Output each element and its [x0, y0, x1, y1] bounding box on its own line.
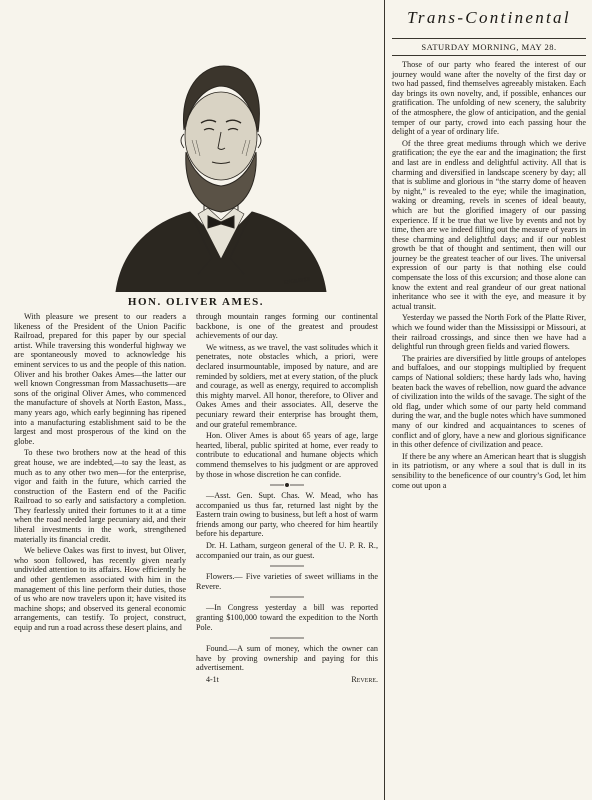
- editorial-text: [392, 60, 586, 490]
- masthead: Trans-Continental: [407, 8, 571, 27]
- left-column-b: [196, 312, 378, 686]
- paragraph: —Asst. Gen. Supt. Chas. W. Mead, who has accompanied us thus far, returned last night by the Eastern train owing to business, but left a host of warm friends among our party, who cheered for him heartily before his departure.: [196, 491, 378, 539]
- paragraph: Hon. Oliver Ames is about 65 years of age, large hearted, liberal, public spirited at home, ever ready to contribute to educational and humane objects which commend themselves to his judgment or are approved by those in whose discretion he can confide.: [196, 431, 378, 479]
- paragraph: Yesterday we passed the North Fork of the Platte River, which we found wider than the Mississippi or Missouri, at their railroad crossings, and since then we have had a delightful run through green fields and varied flowers.: [392, 313, 586, 352]
- right-column: [392, 0, 586, 800]
- ornament-divider: [270, 482, 304, 488]
- left-column-a: [14, 312, 186, 635]
- engraver-signature: ENGRAVER: [283, 277, 311, 286]
- column-rule: [384, 0, 385, 800]
- dateline: SATURDAY MORNING, MAY 28.: [392, 38, 586, 56]
- portrait-caption: HON. OLIVER AMES.: [127, 296, 265, 308]
- ornament-divider: [270, 635, 304, 641]
- left-section: [14, 0, 378, 800]
- paragraph: To these two brothers now at the head of this great house, we are indebted,—to say the least, as much as to any other two men—for the enterprise, vigor and faith in the future, which carried the construction of the Eastern end of the Pacific Railroad to so early and satisfactory a completion. They fearlessly united their fortunes to it at a time when the road needed large pecuniary aid, and their liberal investments in the work, strengthened materially its financial credit.: [14, 448, 186, 544]
- advert-signature: Revere.: [351, 675, 378, 684]
- advert-tag: 4-1t: [206, 675, 219, 684]
- paragraph: With pleasure we present to our readers a likeness of the President of the Union Pacific Railroad, prepared for this paper by our special artist. While traversing this wonderful highway we are spontaneously moved to acknowledge his eminent services to us and the people of this nation. Oliver and his brother Oakes Ames—the latter our well known Congressman from Massachusetts—are sons of the original Oliver Ames, who commenced the manufacture of shovels at North Easton, Mass., many years ago, which early beginning has ripened into a manufacturing establishment said to be the largest and most prosperous of the kind on the globe.: [14, 312, 186, 446]
- paragraph: Of the three great mediums through which we derive gratification; the eye the ear and the imagination; the first and last are in endless and delightful activity. All that is charming and diversified in landscape scenery by day; all that is sublime and glorious in “the starry dome of heaven by night,” is revealed to the eye; while the imagination, waking or dreaming, revels in scenes of ideal beauty, which are but the glorified imagery of our passing experience. If it be true that we live by events and not by time, then are we indeed filling out the measure of years in these charming and delightful days; and if our noblest growth be that of thought and sentiment, then will our journey be the greatest teacher of our lives. The universal expression of our party is that nothing else could compensate the loss of this excursion; and those alone can know the extent and real grandeur of our great national inheritance who see it with the eye, and measure it by actual transit.: [392, 138, 586, 311]
- paragraph: Dr. H. Latham, surgeon general of the U. P. R. R., accompanied our train, as our guest.: [196, 541, 378, 560]
- portrait-engraving: [112, 44, 330, 292]
- paragraph: If there be any where an American heart that is sluggish in its patriotism, or any where a soul that is dull in its sensibility to the beneficence of our country’s God, let him come out upon a: [392, 451, 586, 490]
- ornament-divider: [270, 594, 304, 600]
- paragraph: through mountain ranges forming our continental backbone, is one of the greatest and proudest achievements of our day.: [196, 312, 378, 341]
- paragraph: We witness, as we travel, the vast solitudes which it penetrates, note obstacles which, a priori, were declared insurmountable, imposed by nature, and are reminded by soldiers, met at every station, of the pluck and courage, as well as energy, required to accomplish this mighty marvel. All honor, therefore, to Oliver and Oakes Ames and their associates. All, deserve the pecuniary reward their enterprise has brought them, and our grateful remembrance.: [196, 342, 378, 429]
- paragraph: Found.—A sum of money, which the owner can have by proving ownership and paying for this advertisement.: [196, 644, 378, 673]
- paragraph: Those of our party who feared the interest of our journey would wane after the novelty of the first day or two had passed, find themselves agreeably mistaken. Each day brings its own novelty, and, if possible, enhances our gratification. The unfolding of new scenery, the salubrity of the atmosphere, the glow of anticipation, and the genial temper of our party, crowd into each passing hour the delight of a year of ordinary life.: [392, 60, 586, 137]
- advert-footer: [196, 675, 378, 685]
- paragraph: Flowers.— Five varieties of sweet williams in the Revere.: [196, 572, 378, 591]
- ornament-divider: [270, 563, 304, 569]
- paragraph: —In Congress yesterday a bill was reported granting $100,000 toward the expedition to the North Pole.: [196, 603, 378, 632]
- paragraph: The prairies are diversified by little groups of antelopes and buffaloes, and our stoppings multiplied by frequent camps of National soldiers; these hardy lads who, having beaten back the waves of rebellion, now guard the advance of civilization into the wilds of the savage. The sight of the old flag, under which some of our party held command during the war, and the bugle notes which have summoned many of our kindred and acquaintances to scenes of conflict and of glory, have a new and glorious significance in this other defence of civilization and peace.: [392, 353, 586, 450]
- paragraph: We believe Oakes was first to invest, but Oliver, who soon followed, has recently given nearly undivided attention to its affairs. How efficiently he and other gentlemen associated with him in the management of this line perform their duties, those of us who are now travelers upon it; have visited its machine shops; and observed its general economic arrangements, can testify. To project, construct, equip and run a road across these desert plains, and: [14, 546, 186, 632]
